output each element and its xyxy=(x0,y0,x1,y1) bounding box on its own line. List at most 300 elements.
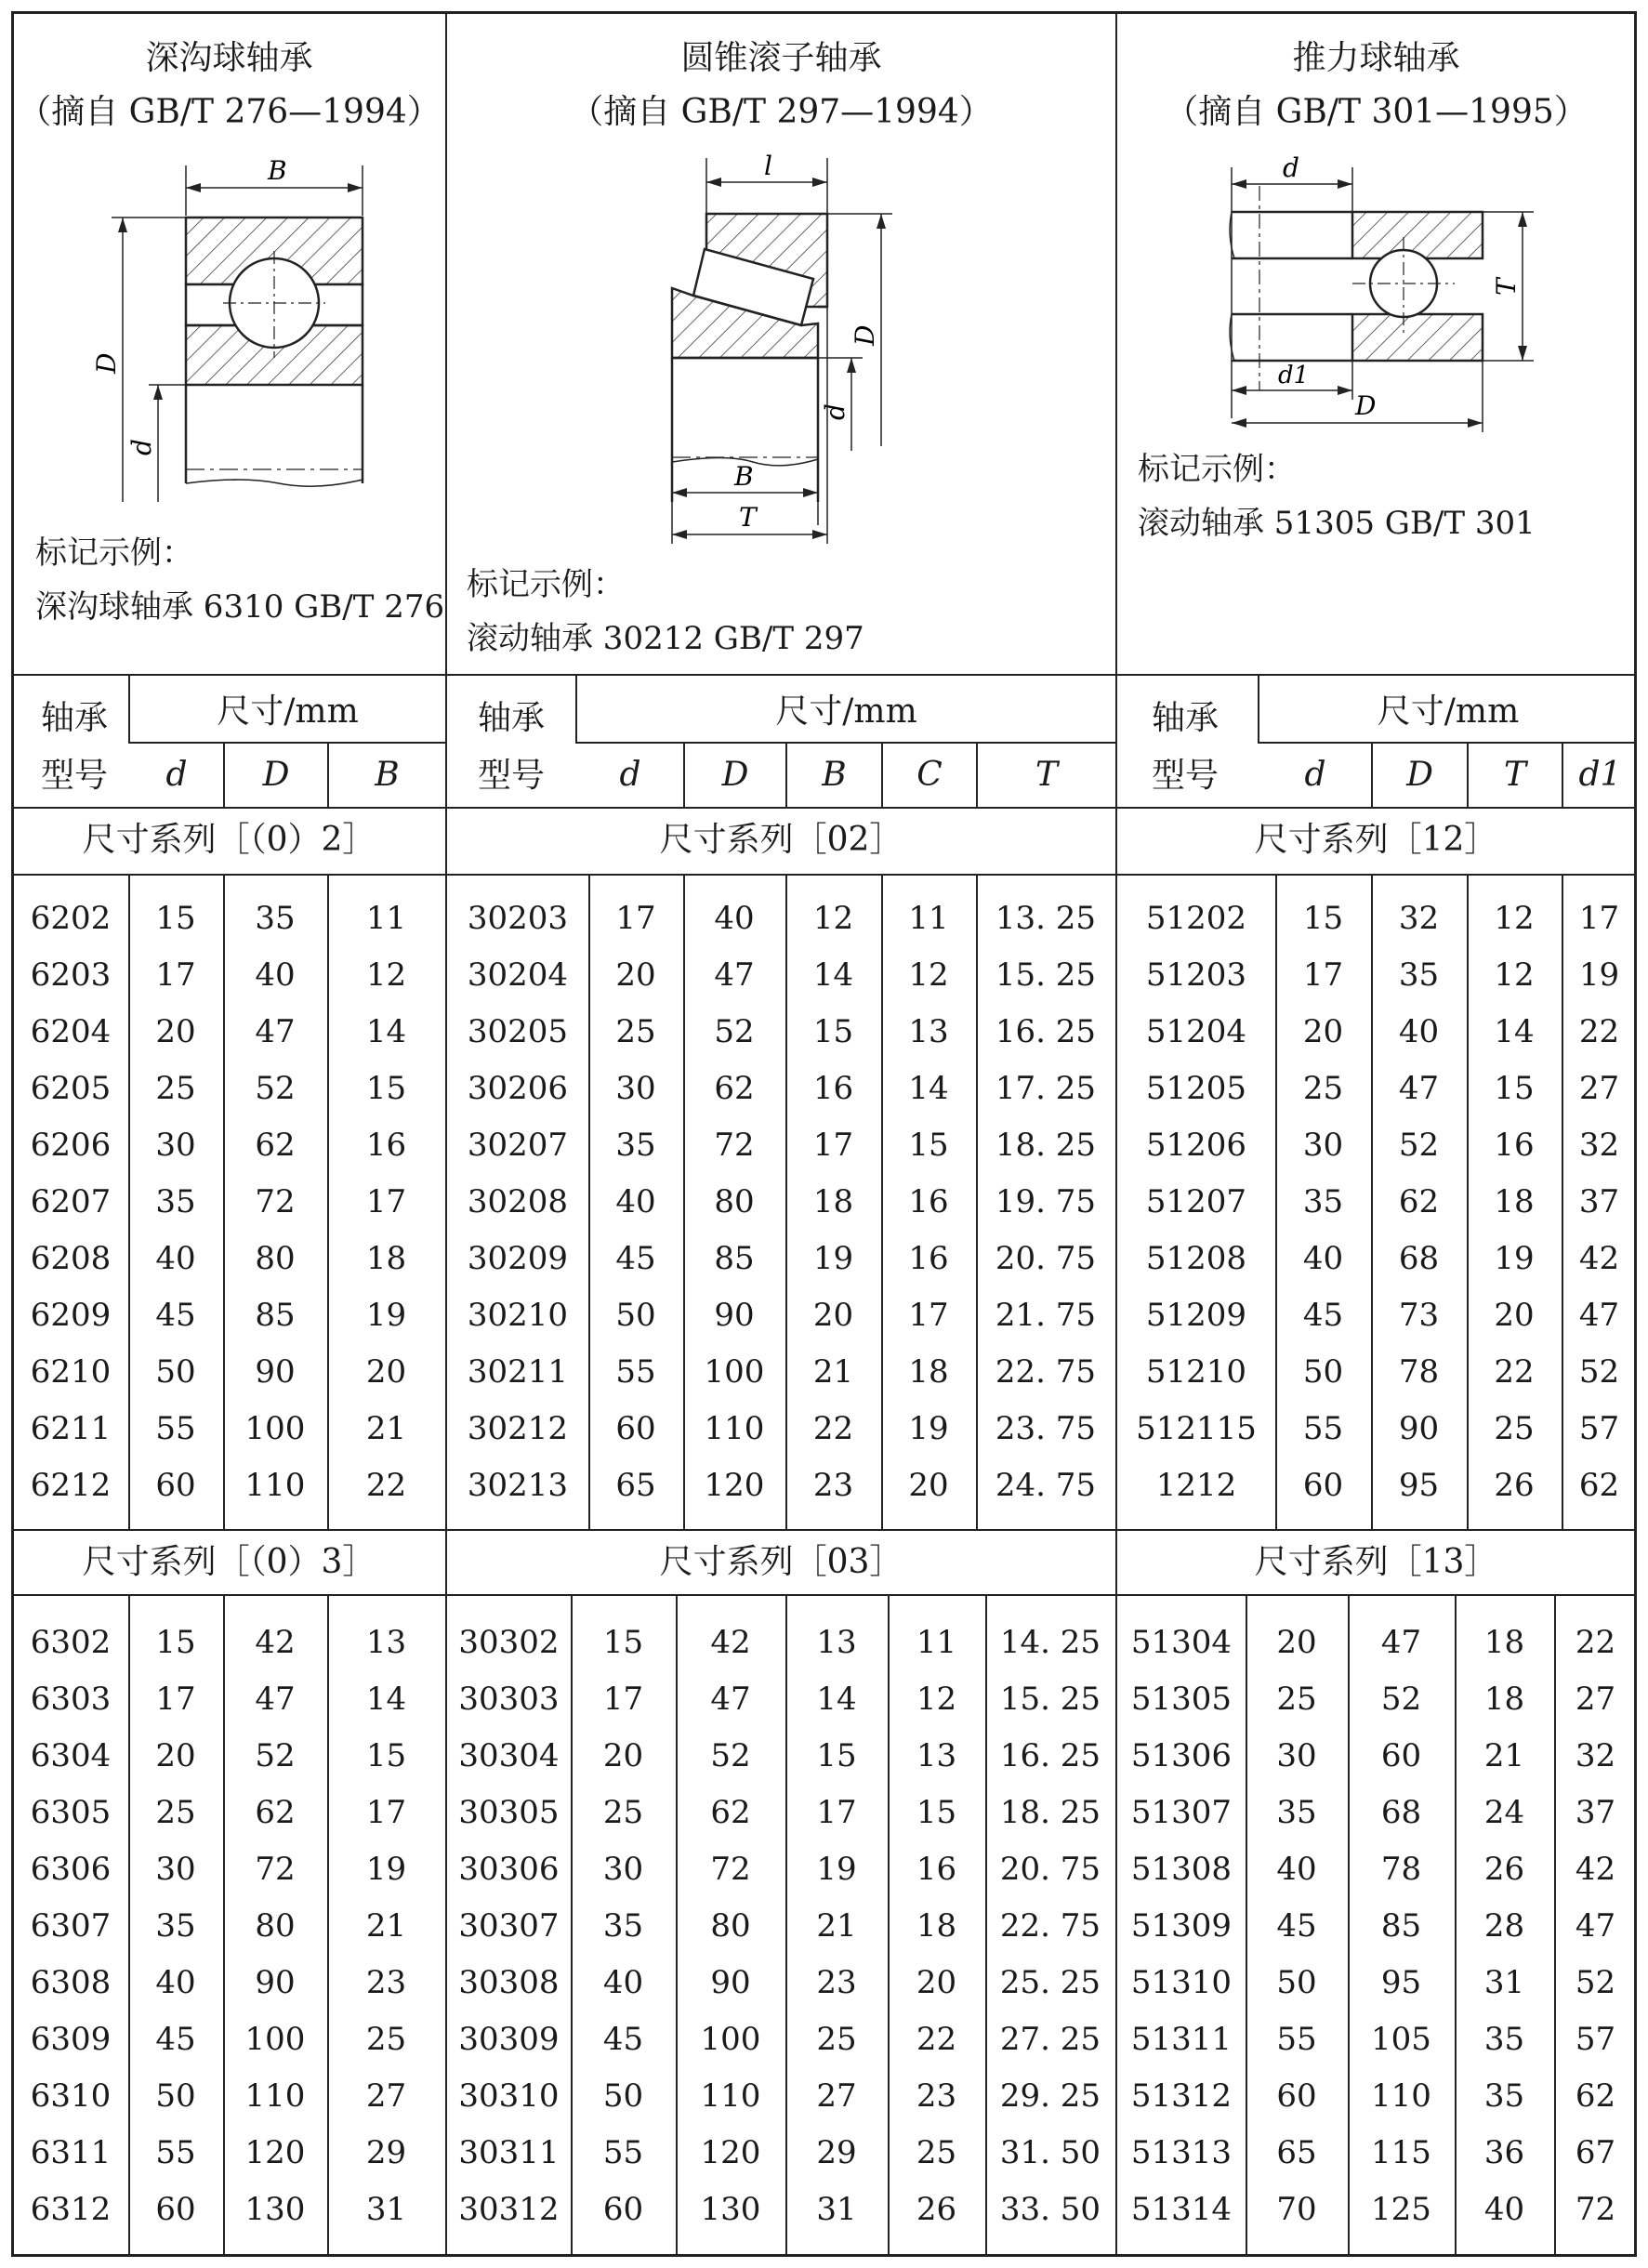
dimension-cell: 12 xyxy=(812,900,854,937)
dimension-cell: 20 xyxy=(615,956,656,994)
dimension-cell: 18 xyxy=(1483,1681,1525,1718)
dimension-cell: 90 xyxy=(255,1353,296,1391)
bearing-model-cell: 30306 xyxy=(458,1851,560,1888)
dimension-cell: 90 xyxy=(1398,1410,1440,1447)
dimension-cell: 45 xyxy=(615,1240,656,1277)
dimension-cell: 25 xyxy=(155,1070,196,1107)
dimension-cell: 17 xyxy=(602,1681,644,1718)
bearing-model-cell: 51203 xyxy=(1145,956,1247,994)
dimension-cell: 22 xyxy=(1494,1353,1535,1391)
dimension-cell: 40 xyxy=(1276,1851,1317,1888)
dimension-cell: 70 xyxy=(1276,2191,1317,2228)
dimension-cell: 22 xyxy=(1575,1624,1616,1661)
dimension-cell: 68 xyxy=(1398,1240,1440,1277)
dimension-cell: 60 xyxy=(1302,1467,1344,1504)
series-label: 尺寸系列［（0）3］ xyxy=(82,1543,376,1581)
dimension-cell: 12 xyxy=(365,956,407,994)
bearing-model-cell: 30302 xyxy=(458,1624,560,1661)
dimension-cell: 55 xyxy=(602,2134,644,2171)
dimension-cell: 20 xyxy=(1302,1013,1344,1050)
dimension-cell: 12 xyxy=(1494,900,1535,937)
dimension-cell: 35 xyxy=(1483,2021,1525,2058)
dimension-cell: 85 xyxy=(1380,1907,1422,1945)
dimension-cell: 62 xyxy=(1398,1183,1440,1220)
bearing-model-cell: 30207 xyxy=(467,1127,569,1164)
dimension-cell: 20 xyxy=(602,1737,644,1774)
bearing-model-cell: 51314 xyxy=(1130,2191,1233,2228)
dimension-cell: 31 xyxy=(365,2191,407,2228)
bearing-model-cell: 6304 xyxy=(30,1737,112,1774)
dimension-cell: 27 xyxy=(1578,1070,1620,1107)
dimension-cell: 60 xyxy=(155,2191,196,2228)
tapered-roller-bearing-diagram xyxy=(446,0,1115,558)
dimension-cell: 62 xyxy=(1575,2077,1616,2115)
bearing-model-cell: 6309 xyxy=(30,2021,112,2058)
dimension-cell: 45 xyxy=(155,2021,196,2058)
dimension-cell: 23 xyxy=(916,2077,957,2115)
dimension-cell: 95 xyxy=(1398,1467,1440,1504)
dimension-cell: 72 xyxy=(1575,2191,1616,2228)
dimension-cell: 45 xyxy=(155,1297,196,1334)
diagram-label-d: d xyxy=(126,439,157,455)
bearing-model-cell: 512115 xyxy=(1136,1410,1257,1447)
series-label: 尺寸系列［02］ xyxy=(659,821,903,859)
dimension-cell: 15. 25 xyxy=(999,1681,1101,1718)
dimension-cell: 17 xyxy=(812,1127,854,1164)
bearing-model-cell: 30303 xyxy=(458,1681,560,1718)
mark-example-thrust-ball: 标记示例： 滚动轴承 51305 GB/T 301 xyxy=(1138,451,1536,542)
dimension-cell: 15 xyxy=(816,1737,857,1774)
dimension-cell: 20 xyxy=(155,1737,196,1774)
bearing-model-cell: 6303 xyxy=(30,1681,112,1718)
dimension-cell: 14 xyxy=(812,956,854,994)
header-col-d1: d1 xyxy=(1578,756,1622,794)
bearing-model-cell: 51305 xyxy=(1130,1681,1233,1718)
dimension-cell: 50 xyxy=(1302,1353,1344,1391)
dimension-cell: 32 xyxy=(1398,900,1440,937)
dimension-cell: 20 xyxy=(916,1964,957,2001)
bearing-model-cell: 51205 xyxy=(1145,1070,1247,1107)
dimension-cell: 27 xyxy=(1575,1681,1616,1718)
dimension-cell: 30 xyxy=(155,1851,196,1888)
header-col-B: B xyxy=(822,756,847,794)
dimension-cell: 62 xyxy=(255,1127,296,1164)
dimension-cell: 17 xyxy=(365,1794,407,1831)
dimension-cell: 19 xyxy=(812,1240,854,1277)
dimension-cell: 22. 75 xyxy=(999,1907,1101,1945)
bearing-model-cell: 30305 xyxy=(458,1794,560,1831)
diagram-label-d1: d1 xyxy=(1278,362,1310,389)
dimension-cell: 31 xyxy=(1483,1964,1525,2001)
dimension-cell: 55 xyxy=(155,1410,196,1447)
header-col-D: D xyxy=(262,756,290,794)
dimension-cell: 52 xyxy=(714,1013,755,1050)
bearing-model-cell: 51309 xyxy=(1130,1907,1233,1945)
bearing-model-cell: 30210 xyxy=(467,1297,569,1334)
bearing-model-cell: 51306 xyxy=(1130,1737,1233,1774)
bearing-model-cell: 6211 xyxy=(30,1410,112,1447)
dimension-cell: 15 xyxy=(908,1127,949,1164)
dimension-cell: 57 xyxy=(1575,2021,1616,2058)
dimension-cell: 40 xyxy=(155,1240,196,1277)
diagram-label-D: D xyxy=(1355,390,1377,421)
dimension-cell: 16 xyxy=(812,1070,854,1107)
bearing-model-cell: 6210 xyxy=(30,1353,112,1391)
dimension-cell: 120 xyxy=(704,1467,765,1504)
dimension-cell: 15 xyxy=(602,1624,644,1661)
dimension-cell: 105 xyxy=(1371,2021,1431,2058)
dimension-cell: 13. 25 xyxy=(995,900,1097,937)
bearing-model-cell: 51206 xyxy=(1145,1127,1247,1164)
bearing-model-cell: 30311 xyxy=(458,2134,560,2171)
dimension-cell: 55 xyxy=(1302,1410,1344,1447)
dimension-cell: 21. 75 xyxy=(995,1297,1097,1334)
dimension-cell: 12 xyxy=(916,1681,957,1718)
dimension-cell: 14 xyxy=(908,1070,949,1107)
dimension-cell: 62 xyxy=(255,1794,296,1831)
dimension-cell: 18 xyxy=(1494,1183,1535,1220)
dimension-cell: 18. 25 xyxy=(995,1127,1097,1164)
diagram-label-d: d xyxy=(1283,152,1299,183)
dimension-cell: 45 xyxy=(602,2021,644,2058)
bearing-model-cell: 6312 xyxy=(30,2191,112,2228)
dimension-cell: 16 xyxy=(1494,1127,1535,1164)
dimension-cell: 110 xyxy=(700,2077,761,2115)
dimension-cell: 47 xyxy=(1398,1070,1440,1107)
dimension-cell: 52 xyxy=(710,1737,751,1774)
dimension-cell: 60 xyxy=(1276,2077,1317,2115)
dimension-cell: 47 xyxy=(1578,1297,1620,1334)
dimension-cell: 25 xyxy=(1302,1070,1344,1107)
dimension-cell: 17 xyxy=(155,956,196,994)
dimension-cell: 29 xyxy=(816,2134,857,2171)
dimension-cell: 60 xyxy=(615,1410,656,1447)
dimension-cell: 14. 25 xyxy=(999,1624,1101,1661)
bearing-model-cell: 6310 xyxy=(30,2077,112,2115)
dimension-cell: 25 xyxy=(155,1794,196,1831)
dimension-cell: 50 xyxy=(602,2077,644,2115)
dimension-cell: 85 xyxy=(255,1297,296,1334)
dimension-cell: 15 xyxy=(155,1624,196,1661)
dimension-cell: 30 xyxy=(602,1851,644,1888)
dimension-cell: 40 xyxy=(1302,1240,1344,1277)
divider xyxy=(11,674,1637,676)
dimension-cell: 85 xyxy=(714,1240,755,1277)
header-col-T: T xyxy=(1503,756,1526,794)
dimension-cell: 17 xyxy=(908,1297,949,1334)
dimension-cell: 50 xyxy=(155,2077,196,2115)
dimension-cell: 115 xyxy=(1371,2134,1431,2171)
dimension-cell: 55 xyxy=(155,2134,196,2171)
dimension-cell: 35 xyxy=(602,1907,644,1945)
dimension-cell: 73 xyxy=(1398,1297,1440,1334)
bearing-model-cell: 30206 xyxy=(467,1070,569,1107)
bearing-model-cell: 1212 xyxy=(1155,1467,1237,1504)
dimension-cell: 20 xyxy=(812,1297,854,1334)
header-col-d: d xyxy=(1304,756,1326,794)
header-dim-thrust-ball: 尺寸/mm xyxy=(1377,692,1520,731)
dimension-cell: 120 xyxy=(700,2134,761,2171)
dimension-cell: 32 xyxy=(1578,1127,1620,1164)
dimension-cell: 13 xyxy=(916,1737,957,1774)
bearing-model-cell: 51209 xyxy=(1145,1297,1247,1334)
dimension-cell: 16. 25 xyxy=(999,1737,1101,1774)
bearing-model-cell: 51207 xyxy=(1145,1183,1247,1220)
dimension-cell: 17 xyxy=(365,1183,407,1220)
dimension-cell: 23. 75 xyxy=(995,1410,1097,1447)
bearing-model-cell: 51208 xyxy=(1145,1240,1247,1277)
dimension-cell: 15 xyxy=(812,1013,854,1050)
dimension-cell: 22 xyxy=(365,1467,407,1504)
dimension-cell: 52 xyxy=(255,1737,296,1774)
dimension-cell: 100 xyxy=(244,1410,306,1447)
dimension-cell: 25 xyxy=(1494,1410,1535,1447)
dimension-cell: 11 xyxy=(365,900,407,937)
dimension-cell: 78 xyxy=(1380,1851,1422,1888)
dimension-cell: 72 xyxy=(255,1183,296,1220)
header-model-tapered-roller: 轴承型号 xyxy=(477,699,545,795)
dimension-cell: 60 xyxy=(602,2191,644,2228)
dimension-cell: 13 xyxy=(365,1624,407,1661)
dimension-cell: 47 xyxy=(255,1013,296,1050)
bearing-model-cell: 6208 xyxy=(30,1240,112,1277)
section-title-tapered-roller: 圆锥滚子轴承 （摘自 GB/T 297—1994） xyxy=(570,39,993,131)
dimension-cell: 24. 75 xyxy=(995,1467,1097,1504)
dimension-cell: 12 xyxy=(1494,956,1535,994)
bearing-model-cell: 51310 xyxy=(1130,1964,1233,2001)
mark-example-tapered-roller: 标记示例： 滚动轴承 30212 GB/T 297 xyxy=(467,566,864,657)
dimension-cell: 21 xyxy=(816,1907,857,1945)
bearing-model-cell: 30213 xyxy=(467,1467,569,1504)
dimension-cell: 25 xyxy=(615,1013,656,1050)
dimension-cell: 40 xyxy=(1483,2191,1525,2228)
dimension-cell: 20 xyxy=(155,1013,196,1050)
dimension-cell: 26 xyxy=(916,2191,957,2228)
dimension-cell: 25 xyxy=(816,2021,857,2058)
dimension-cell: 22 xyxy=(812,1410,854,1447)
dimension-cell: 65 xyxy=(1276,2134,1317,2171)
dimension-cell: 35 xyxy=(1276,1794,1317,1831)
section-title-deep-groove: 深沟球轴承 （摘自 GB/T 276—1994） xyxy=(18,39,441,131)
dimension-cell: 80 xyxy=(710,1907,751,1945)
dimension-cell: 16 xyxy=(908,1240,949,1277)
dimension-cell: 21 xyxy=(812,1353,854,1391)
dimension-cell: 27 xyxy=(365,2077,407,2115)
dimension-cell: 52 xyxy=(1575,1964,1616,2001)
dimension-cell: 35 xyxy=(1398,956,1440,994)
dimension-cell: 35 xyxy=(255,900,296,937)
series-label: 尺寸系列［03］ xyxy=(659,1543,903,1581)
dimension-cell: 90 xyxy=(710,1964,751,2001)
dimension-cell: 47 xyxy=(1380,1624,1422,1661)
bearing-model-cell: 6307 xyxy=(30,1907,112,1945)
dimension-cell: 67 xyxy=(1575,2134,1616,2171)
dimension-cell: 19 xyxy=(365,1297,407,1334)
dimension-cell: 18 xyxy=(916,1907,957,1945)
bearing-model-cell: 6204 xyxy=(30,1013,112,1050)
dimension-cell: 20 xyxy=(1276,1624,1317,1661)
dimension-cell: 28 xyxy=(1483,1907,1525,1945)
header-col-D: D xyxy=(1406,756,1433,794)
dimension-cell: 110 xyxy=(704,1410,765,1447)
dimension-cell: 17. 25 xyxy=(995,1070,1097,1107)
dimension-cell: 55 xyxy=(1276,2021,1317,2058)
dimension-cell: 17 xyxy=(1578,900,1620,937)
dimension-cell: 35 xyxy=(155,1183,196,1220)
dimension-cell: 125 xyxy=(1371,2191,1431,2228)
dimension-cell: 19 xyxy=(908,1410,949,1447)
dimension-cell: 20 xyxy=(365,1353,407,1391)
dimension-cell: 23 xyxy=(816,1964,857,2001)
dimension-cell: 18. 25 xyxy=(999,1794,1101,1831)
dimension-cell: 62 xyxy=(710,1794,751,1831)
dimension-cell: 15 xyxy=(1302,900,1344,937)
dimension-cell: 90 xyxy=(255,1964,296,2001)
dimension-cell: 19 xyxy=(1578,956,1620,994)
dimension-cell: 15. 25 xyxy=(995,956,1097,994)
bearing-model-cell: 51311 xyxy=(1130,2021,1233,2058)
bearing-model-cell: 51304 xyxy=(1130,1624,1233,1661)
dimension-cell: 13 xyxy=(908,1013,949,1050)
dimension-cell: 37 xyxy=(1575,1794,1616,1831)
diagram-label-B: B xyxy=(268,155,287,186)
dimension-cell: 47 xyxy=(710,1681,751,1718)
bearing-model-cell: 30203 xyxy=(467,900,569,937)
bearing-model-cell: 51312 xyxy=(1130,2077,1233,2115)
series-label: 尺寸系列［（0）2］ xyxy=(82,821,376,859)
diagram-label-d: d xyxy=(820,403,850,420)
dimension-cell: 23 xyxy=(365,1964,407,2001)
dimension-cell: 18 xyxy=(812,1183,854,1220)
dimension-cell: 40 xyxy=(714,900,755,937)
header-col-T: T xyxy=(1035,756,1058,794)
dimension-cell: 50 xyxy=(1276,1964,1317,2001)
dimension-cell: 65 xyxy=(615,1467,656,1504)
bearing-model-cell: 6212 xyxy=(30,1467,112,1504)
dimension-cell: 36 xyxy=(1483,2134,1525,2171)
dimension-cell: 20 xyxy=(908,1467,949,1504)
dimension-cell: 27 xyxy=(816,2077,857,2115)
bearing-model-cell: 51313 xyxy=(1130,2134,1233,2171)
dimension-cell: 20. 75 xyxy=(999,1851,1101,1888)
dimension-cell: 60 xyxy=(155,1467,196,1504)
dimension-cell: 80 xyxy=(255,1240,296,1277)
dimension-cell: 33. 50 xyxy=(999,2191,1101,2228)
dimension-cell: 52 xyxy=(255,1070,296,1107)
dimension-cell: 11 xyxy=(908,900,949,937)
dimension-cell: 30 xyxy=(1302,1127,1344,1164)
dimension-cell: 52 xyxy=(1578,1353,1620,1391)
dimension-cell: 29. 25 xyxy=(999,2077,1101,2115)
dimension-cell: 37 xyxy=(1578,1183,1620,1220)
dimension-cell: 22 xyxy=(1578,1013,1620,1050)
dimension-cell: 42 xyxy=(255,1624,296,1661)
bearing-model-cell: 6202 xyxy=(30,900,112,937)
dimension-cell: 100 xyxy=(700,2021,761,2058)
dimension-cell: 26 xyxy=(1483,1851,1525,1888)
dimension-cell: 15 xyxy=(155,900,196,937)
dimension-cell: 47 xyxy=(255,1681,296,1718)
dimension-cell: 35 xyxy=(1302,1183,1344,1220)
bearing-model-cell: 51307 xyxy=(1130,1794,1233,1831)
divider xyxy=(11,874,1637,876)
bearing-model-cell: 6206 xyxy=(30,1127,112,1164)
dimension-cell: 100 xyxy=(704,1353,765,1391)
dimension-cell: 47 xyxy=(714,956,755,994)
dimension-cell: 26 xyxy=(1494,1467,1535,1504)
bearing-model-cell: 30304 xyxy=(458,1737,560,1774)
dimension-cell: 68 xyxy=(1380,1794,1422,1831)
dimension-cell: 30 xyxy=(1276,1737,1317,1774)
dimension-cell: 90 xyxy=(714,1297,755,1334)
bearing-model-cell: 30307 xyxy=(458,1907,560,1945)
dimension-cell: 130 xyxy=(244,2191,306,2228)
dimension-cell: 16. 25 xyxy=(995,1013,1097,1050)
dimension-cell: 22. 75 xyxy=(995,1353,1097,1391)
dimension-cell: 16 xyxy=(908,1183,949,1220)
bearing-model-cell: 30312 xyxy=(458,2191,560,2228)
dimension-cell: 95 xyxy=(1380,1964,1422,2001)
dimension-cell: 31. 50 xyxy=(999,2134,1101,2171)
dimension-cell: 18 xyxy=(365,1240,407,1277)
dimension-cell: 31 xyxy=(816,2191,857,2228)
dimension-cell: 42 xyxy=(1578,1240,1620,1277)
dimension-cell: 18 xyxy=(908,1353,949,1391)
header-col-B: B xyxy=(375,756,400,794)
dimension-cell: 14 xyxy=(365,1681,407,1718)
dimension-cell: 15 xyxy=(1494,1070,1535,1107)
dimension-cell: 19. 75 xyxy=(995,1183,1097,1220)
bearing-model-cell: 30309 xyxy=(458,2021,560,2058)
dimension-cell: 15 xyxy=(916,1794,957,1831)
dimension-cell: 42 xyxy=(1575,1851,1616,1888)
dimension-cell: 62 xyxy=(1578,1467,1620,1504)
dimension-cell: 50 xyxy=(615,1297,656,1334)
dimension-cell: 72 xyxy=(710,1851,751,1888)
bearing-model-cell: 6207 xyxy=(30,1183,112,1220)
dimension-cell: 35 xyxy=(615,1127,656,1164)
dimension-cell: 30 xyxy=(155,1127,196,1164)
dimension-cell: 25 xyxy=(916,2134,957,2171)
dimension-cell: 50 xyxy=(155,1353,196,1391)
diagram-label-T: T xyxy=(1491,278,1522,296)
dimension-cell: 15 xyxy=(365,1737,407,1774)
dimension-cell: 17 xyxy=(1302,956,1344,994)
bearing-model-cell: 30209 xyxy=(467,1240,569,1277)
dimension-cell: 25 xyxy=(365,2021,407,2058)
dimension-cell: 21 xyxy=(365,1410,407,1447)
dimension-cell: 24 xyxy=(1483,1794,1525,1831)
section-title-thrust-ball: 推力球轴承 （摘自 GB/T 301—1995） xyxy=(1165,39,1588,131)
header-col-C: C xyxy=(916,756,943,794)
bearing-model-cell: 30310 xyxy=(458,2077,560,2115)
dimension-cell: 16 xyxy=(365,1127,407,1164)
bearing-model-cell: 6306 xyxy=(30,1851,112,1888)
dimension-cell: 21 xyxy=(365,1907,407,1945)
bearing-model-cell: 6209 xyxy=(30,1297,112,1334)
dimension-cell: 52 xyxy=(1380,1681,1422,1718)
bearing-model-cell: 51202 xyxy=(1145,900,1247,937)
bearing-model-cell: 51204 xyxy=(1145,1013,1247,1050)
bearing-model-cell: 6302 xyxy=(30,1624,112,1661)
dimension-cell: 47 xyxy=(1575,1907,1616,1945)
thrust-ball-bearing-diagram xyxy=(1115,0,1636,446)
dimension-cell: 120 xyxy=(244,2134,306,2171)
dimension-cell: 29 xyxy=(365,2134,407,2171)
header-col-d: d xyxy=(165,756,188,794)
dimension-cell: 14 xyxy=(365,1013,407,1050)
dimension-cell: 72 xyxy=(714,1127,755,1164)
